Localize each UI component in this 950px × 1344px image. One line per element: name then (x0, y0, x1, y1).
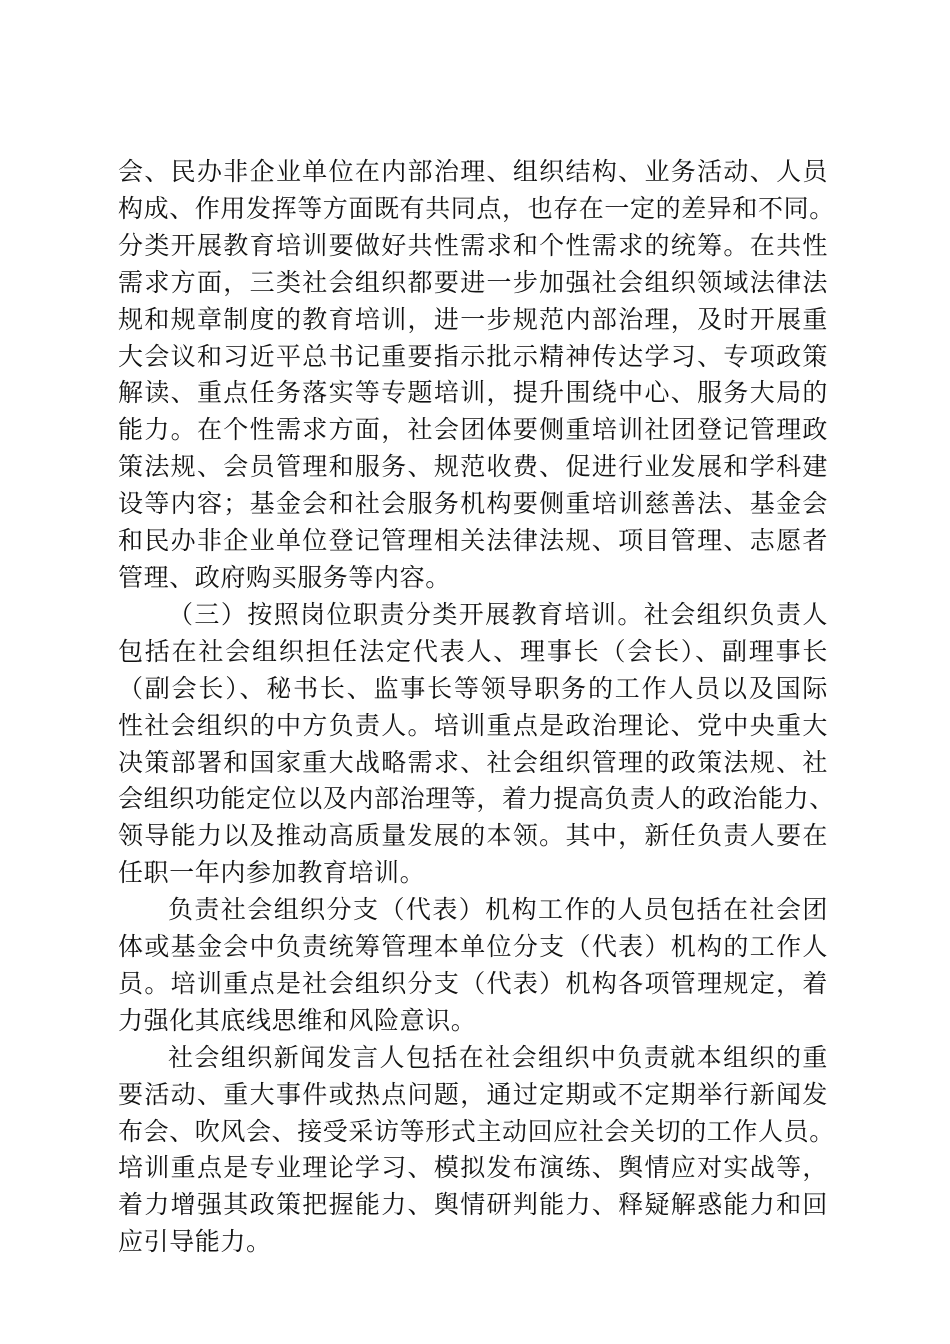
text-line: 体或基金会中负责统筹管理本单位分支（代表）机构的工作人 (118, 932, 828, 962)
text-line: 解读、重点任务落实等专题培训，提升围绕中心、服务大局的 (118, 378, 828, 408)
text-line: 构成、作用发挥等方面既有共同点，也存在一定的差异和不同。 (118, 193, 835, 223)
text-line: 和民办非企业单位登记管理相关法律法规、项目管理、志愿者 (118, 526, 828, 556)
text-line: （三）按照岗位职责分类开展教育培训。社会组织负责人 (168, 599, 828, 629)
text-line: 社会组织新闻发言人包括在社会组织中负责就本组织的重 (168, 1042, 828, 1072)
text-line: 力强化其底线思维和风险意识。 (118, 1005, 477, 1035)
paragraph-section-three (118, 597, 835, 892)
paragraph-organization-types (118, 154, 835, 597)
text-line: 领导能力以及推动高质量发展的本领。其中，新任负责人要在 (118, 821, 828, 851)
text-line: 规和规章制度的教育培训，进一步规范内部治理，及时开展重 (118, 304, 828, 334)
paragraph-spokesperson (118, 1040, 835, 1261)
text-line: 性社会组织的中方负责人。培训重点是政治理论、党中央重大 (118, 710, 828, 740)
text-line: 管理、政府购买服务等内容。 (118, 562, 451, 592)
text-line: 包括在社会组织担任法定代表人、理事长（会长）、副理事长 (118, 636, 828, 666)
text-line: 会组织功能定位以及内部治理等，着力提高负责人的政治能力、 (118, 784, 835, 814)
text-line: 培训重点是专业理论学习、模拟发布演练、舆情应对实战等， (118, 1153, 828, 1183)
text-line: 员。培训重点是社会组织分支（代表）机构各项管理规定，着 (118, 968, 828, 998)
text-line: 应引导能力。 (118, 1227, 272, 1257)
document-body (118, 154, 835, 1261)
text-line: 需求方面，三类社会组织都要进一步加强社会组织领域法律法 (118, 267, 828, 297)
text-line: （副会长）、秘书长、监事长等领导职务的工作人员以及国际 (118, 673, 828, 703)
text-line: 任职一年内参加教育培训。 (118, 858, 426, 888)
text-line: 能力。在个性需求方面，社会团体要侧重培训社团登记管理政 (118, 415, 828, 445)
text-line: 分类开展教育培训要做好共性需求和个性需求的统筹。在共性 (118, 230, 828, 260)
text-line: 布会、吹风会、接受采访等形式主动回应社会关切的工作人员。 (118, 1116, 835, 1146)
text-line: 着力增强其政策把握能力、舆情研判能力、释疑解惑能力和回 (118, 1190, 828, 1220)
text-line: 要活动、重大事件或热点问题，通过定期或不定期举行新闻发 (118, 1079, 828, 1109)
text-line: 大会议和习近平总书记重要指示批示精神传达学习、专项政策 (118, 341, 828, 371)
paragraph-branch-staff (118, 892, 828, 1040)
text-line: 设等内容；基金会和社会服务机构要侧重培训慈善法、基金会 (118, 489, 828, 519)
text-line: 决策部署和国家重大战略需求、社会组织管理的政策法规、社 (118, 747, 828, 777)
text-line: 会、民办非企业单位在内部治理、组织结构、业务活动、人员 (118, 157, 828, 186)
text-line: 策法规、会员管理和服务、规范收费、促进行业发展和学科建 (118, 452, 828, 482)
text-line: 负责社会组织分支（代表）机构工作的人员包括在社会团 (168, 895, 828, 925)
